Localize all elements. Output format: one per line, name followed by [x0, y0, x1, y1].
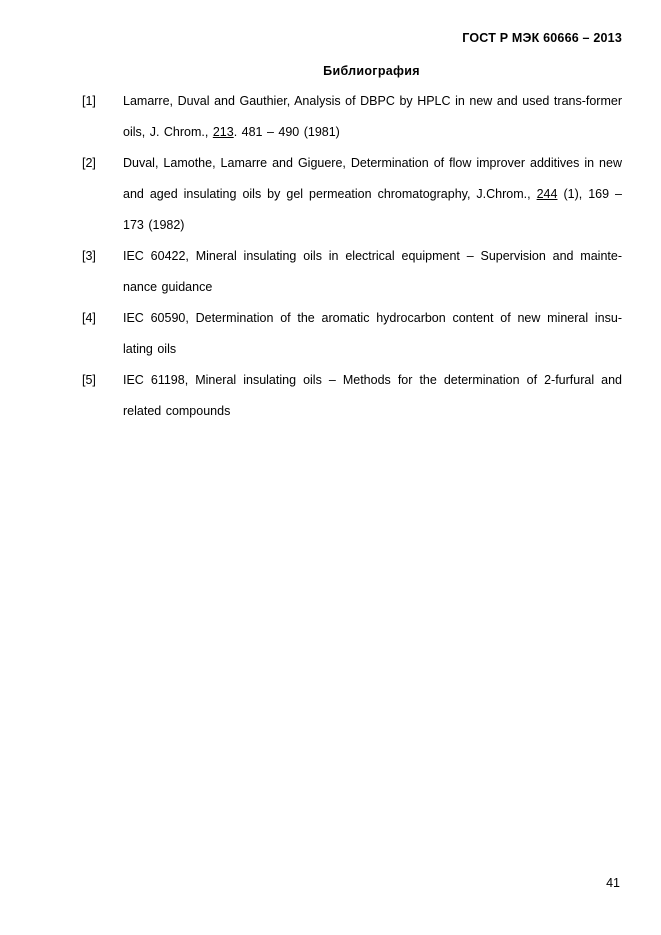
- bibliography-list: [82, 86, 622, 427]
- entry-number: [1]: [82, 94, 96, 108]
- bibliography-title: Библиография: [323, 64, 420, 78]
- entry-number: [5]: [82, 373, 96, 387]
- entry-text-part: Duval, Lamothe, Lamarre and Giguere, Determination of flow improver additives in new and aged insulating oils by gel permeation chromatography, J.Chrom.,: [123, 156, 622, 201]
- entry-text-part: . 481 – 490 (1981): [233, 125, 340, 139]
- entry-number: [3]: [82, 249, 96, 263]
- entry-number: [4]: [82, 311, 96, 325]
- entry-text: IEC 60590, Determination of the aromatic hydrocarbon content of new mineral insu-lating oils: [123, 311, 622, 356]
- bibliography-entry-3: [82, 241, 622, 303]
- entry-text-part: (1), 169 – 173 (1982): [123, 187, 622, 232]
- entry-text: [123, 148, 622, 241]
- entry-text: IEC 60422, Mineral insulating oils in electrical equipment – Supervision and mainte-nance guidance: [123, 249, 622, 294]
- entry-text-part: Lamarre, Duval and Gauthier, Analysis of DBPC by HPLC in new and used trans-former oils, J. Chrom.,: [123, 94, 622, 139]
- journal-volume: 244: [536, 187, 558, 201]
- bibliography-entry-2: [82, 148, 622, 241]
- journal-volume: 213: [212, 125, 234, 139]
- page-number: 41: [606, 876, 620, 890]
- entry-text: [123, 86, 622, 148]
- bibliography-entry-1: [82, 86, 622, 148]
- entry-number: [2]: [82, 156, 96, 170]
- bibliography-entry-4: [82, 303, 622, 365]
- bibliography-entry-5: [82, 365, 622, 427]
- document-header: ГОСТ Р МЭК 60666 – 2013: [462, 31, 622, 45]
- entry-text: IEC 61198, Mineral insulating oils – Methods for the determination of 2-furfural and related compounds: [123, 373, 622, 418]
